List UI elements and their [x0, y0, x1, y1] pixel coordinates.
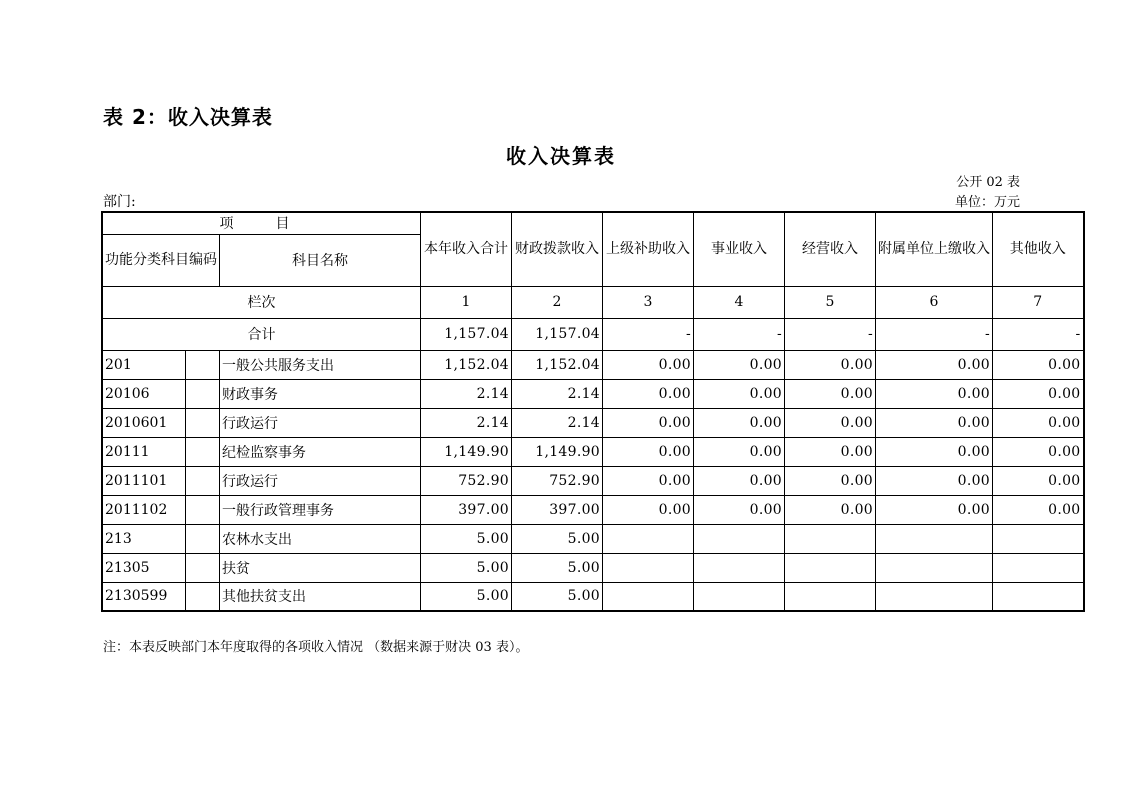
- sheet-title: 表 2：收入决算表: [103, 105, 273, 129]
- column-header: 经营收入: [785, 212, 876, 286]
- column-header: 附属单位上缴收入: [876, 212, 993, 286]
- row-code: 2011102: [102, 495, 185, 524]
- row-value: 0.00: [694, 495, 785, 524]
- row-value: 1,149.90: [512, 437, 603, 466]
- item-group-header: 项 目: [102, 212, 421, 234]
- income-table: [101, 211, 1085, 612]
- row-value: [785, 582, 876, 611]
- row-code-sub: [185, 524, 219, 553]
- row-value: 0.00: [603, 437, 694, 466]
- row-code: 213: [102, 524, 185, 553]
- row-value: 0.00: [694, 379, 785, 408]
- row-name: 农林水支出: [220, 524, 421, 553]
- row-value: 0.00: [785, 437, 876, 466]
- row-value: 0.00: [993, 379, 1084, 408]
- row-name: 一般公共服务支出: [220, 350, 421, 379]
- column-header: 上级补助收入: [603, 212, 694, 286]
- row-name: 纪检监察事务: [220, 437, 421, 466]
- row-code-sub: [185, 553, 219, 582]
- row-code: 2130599: [102, 582, 185, 611]
- row-name: 一般行政管理事务: [220, 495, 421, 524]
- row-value: 0.00: [694, 408, 785, 437]
- row-value: 0.00: [603, 379, 694, 408]
- row-value: 0.00: [993, 466, 1084, 495]
- column-index-number: 2: [512, 286, 603, 318]
- column-header: 本年收入合计: [421, 212, 512, 286]
- row-value: 1,152.04: [512, 350, 603, 379]
- row-value: 0.00: [876, 350, 993, 379]
- column-index-number: 7: [993, 286, 1084, 318]
- row-value: 0.00: [876, 408, 993, 437]
- row-value: 752.90: [421, 466, 512, 495]
- row-value: [993, 553, 1084, 582]
- row-value: 0.00: [694, 437, 785, 466]
- column-header: 财政拨款收入: [512, 212, 603, 286]
- total-label: 合计: [102, 318, 421, 350]
- row-value: 0.00: [785, 466, 876, 495]
- row-code-sub: [185, 582, 219, 611]
- row-value: 0.00: [785, 350, 876, 379]
- row-value: [603, 524, 694, 553]
- total-value: -: [876, 318, 993, 350]
- row-value: 397.00: [421, 495, 512, 524]
- footnote: 注：本表反映部门本年度取得的各项收入情况 （数据来源于财决 03 表）。: [103, 640, 529, 655]
- total-value: -: [694, 318, 785, 350]
- total-value: 1,157.04: [421, 318, 512, 350]
- total-value: 1,157.04: [512, 318, 603, 350]
- total-value: -: [785, 318, 876, 350]
- row-code-sub: [185, 495, 219, 524]
- row-value: 5.00: [512, 524, 603, 553]
- column-index-number: 6: [876, 286, 993, 318]
- row-value: 2.14: [512, 379, 603, 408]
- department-label: 部门:: [103, 194, 136, 210]
- row-value: 0.00: [694, 466, 785, 495]
- row-value: 0.00: [785, 408, 876, 437]
- row-value: [603, 582, 694, 611]
- code-column-header: 功能分类科目编码: [102, 234, 220, 286]
- total-row: [102, 318, 1084, 350]
- row-code: 20106: [102, 379, 185, 408]
- unit-label: 单位：万元: [954, 195, 1020, 210]
- row-value: 5.00: [421, 524, 512, 553]
- row-name: 财政事务: [220, 379, 421, 408]
- row-value: [993, 524, 1084, 553]
- row-value: 0.00: [876, 495, 993, 524]
- table-title: 收入决算表: [506, 144, 616, 168]
- row-value: 0.00: [603, 466, 694, 495]
- column-index-row: [102, 286, 1084, 318]
- column-index-number: 3: [603, 286, 694, 318]
- column-header: 其他收入: [993, 212, 1084, 286]
- row-value: 2.14: [421, 408, 512, 437]
- row-value: 5.00: [421, 582, 512, 611]
- row-value: [785, 524, 876, 553]
- row-value: 1,149.90: [421, 437, 512, 466]
- row-code: 2011101: [102, 466, 185, 495]
- row-value: 0.00: [694, 350, 785, 379]
- table-row: [102, 379, 1084, 408]
- row-value: 1,152.04: [421, 350, 512, 379]
- table-row: [102, 553, 1084, 582]
- row-code-sub: [185, 379, 219, 408]
- row-value: 752.90: [512, 466, 603, 495]
- table-row: [102, 582, 1084, 611]
- row-name: 行政运行: [220, 466, 421, 495]
- table-row: [102, 350, 1084, 379]
- row-code: 2010601: [102, 408, 185, 437]
- row-value: 0.00: [993, 437, 1084, 466]
- row-name: 其他扶贫支出: [220, 582, 421, 611]
- table-row: [102, 408, 1084, 437]
- row-value: 0.00: [876, 437, 993, 466]
- column-index-number: 1: [421, 286, 512, 318]
- row-value: 0.00: [876, 466, 993, 495]
- row-value: 2.14: [421, 379, 512, 408]
- row-value: 0.00: [785, 379, 876, 408]
- name-column-header: 科目名称: [220, 234, 421, 286]
- column-index-label: 栏次: [102, 286, 421, 318]
- row-value: 5.00: [421, 553, 512, 582]
- total-value: -: [603, 318, 694, 350]
- form-number: 公开 02 表: [956, 175, 1020, 190]
- row-value: 2.14: [512, 408, 603, 437]
- column-index-number: 4: [694, 286, 785, 318]
- table-row: [102, 466, 1084, 495]
- row-value: 0.00: [993, 350, 1084, 379]
- column-header: 事业收入: [694, 212, 785, 286]
- row-code-sub: [185, 408, 219, 437]
- table-row: [102, 495, 1084, 524]
- row-value: [785, 553, 876, 582]
- row-value: [993, 582, 1084, 611]
- row-code: 20111: [102, 437, 185, 466]
- column-index-number: 5: [785, 286, 876, 318]
- row-value: [876, 553, 993, 582]
- row-value: [694, 553, 785, 582]
- row-value: 0.00: [876, 379, 993, 408]
- row-value: 5.00: [512, 582, 603, 611]
- row-value: [876, 524, 993, 553]
- row-name: 扶贫: [220, 553, 421, 582]
- row-value: 0.00: [603, 408, 694, 437]
- row-value: [694, 582, 785, 611]
- row-value: 0.00: [785, 495, 876, 524]
- row-code-sub: [185, 466, 219, 495]
- row-value: [603, 553, 694, 582]
- row-value: 0.00: [603, 495, 694, 524]
- row-name: 行政运行: [220, 408, 421, 437]
- table-row: [102, 524, 1084, 553]
- row-code: 201: [102, 350, 185, 379]
- row-value: 5.00: [512, 553, 603, 582]
- total-value: -: [993, 318, 1084, 350]
- row-value: 0.00: [993, 495, 1084, 524]
- row-code-sub: [185, 437, 219, 466]
- row-value: [876, 582, 993, 611]
- row-value: 397.00: [512, 495, 603, 524]
- table-row: [102, 437, 1084, 466]
- row-value: 0.00: [603, 350, 694, 379]
- row-code-sub: [185, 350, 219, 379]
- row-code: 21305: [102, 553, 185, 582]
- row-value: [694, 524, 785, 553]
- row-value: 0.00: [993, 408, 1084, 437]
